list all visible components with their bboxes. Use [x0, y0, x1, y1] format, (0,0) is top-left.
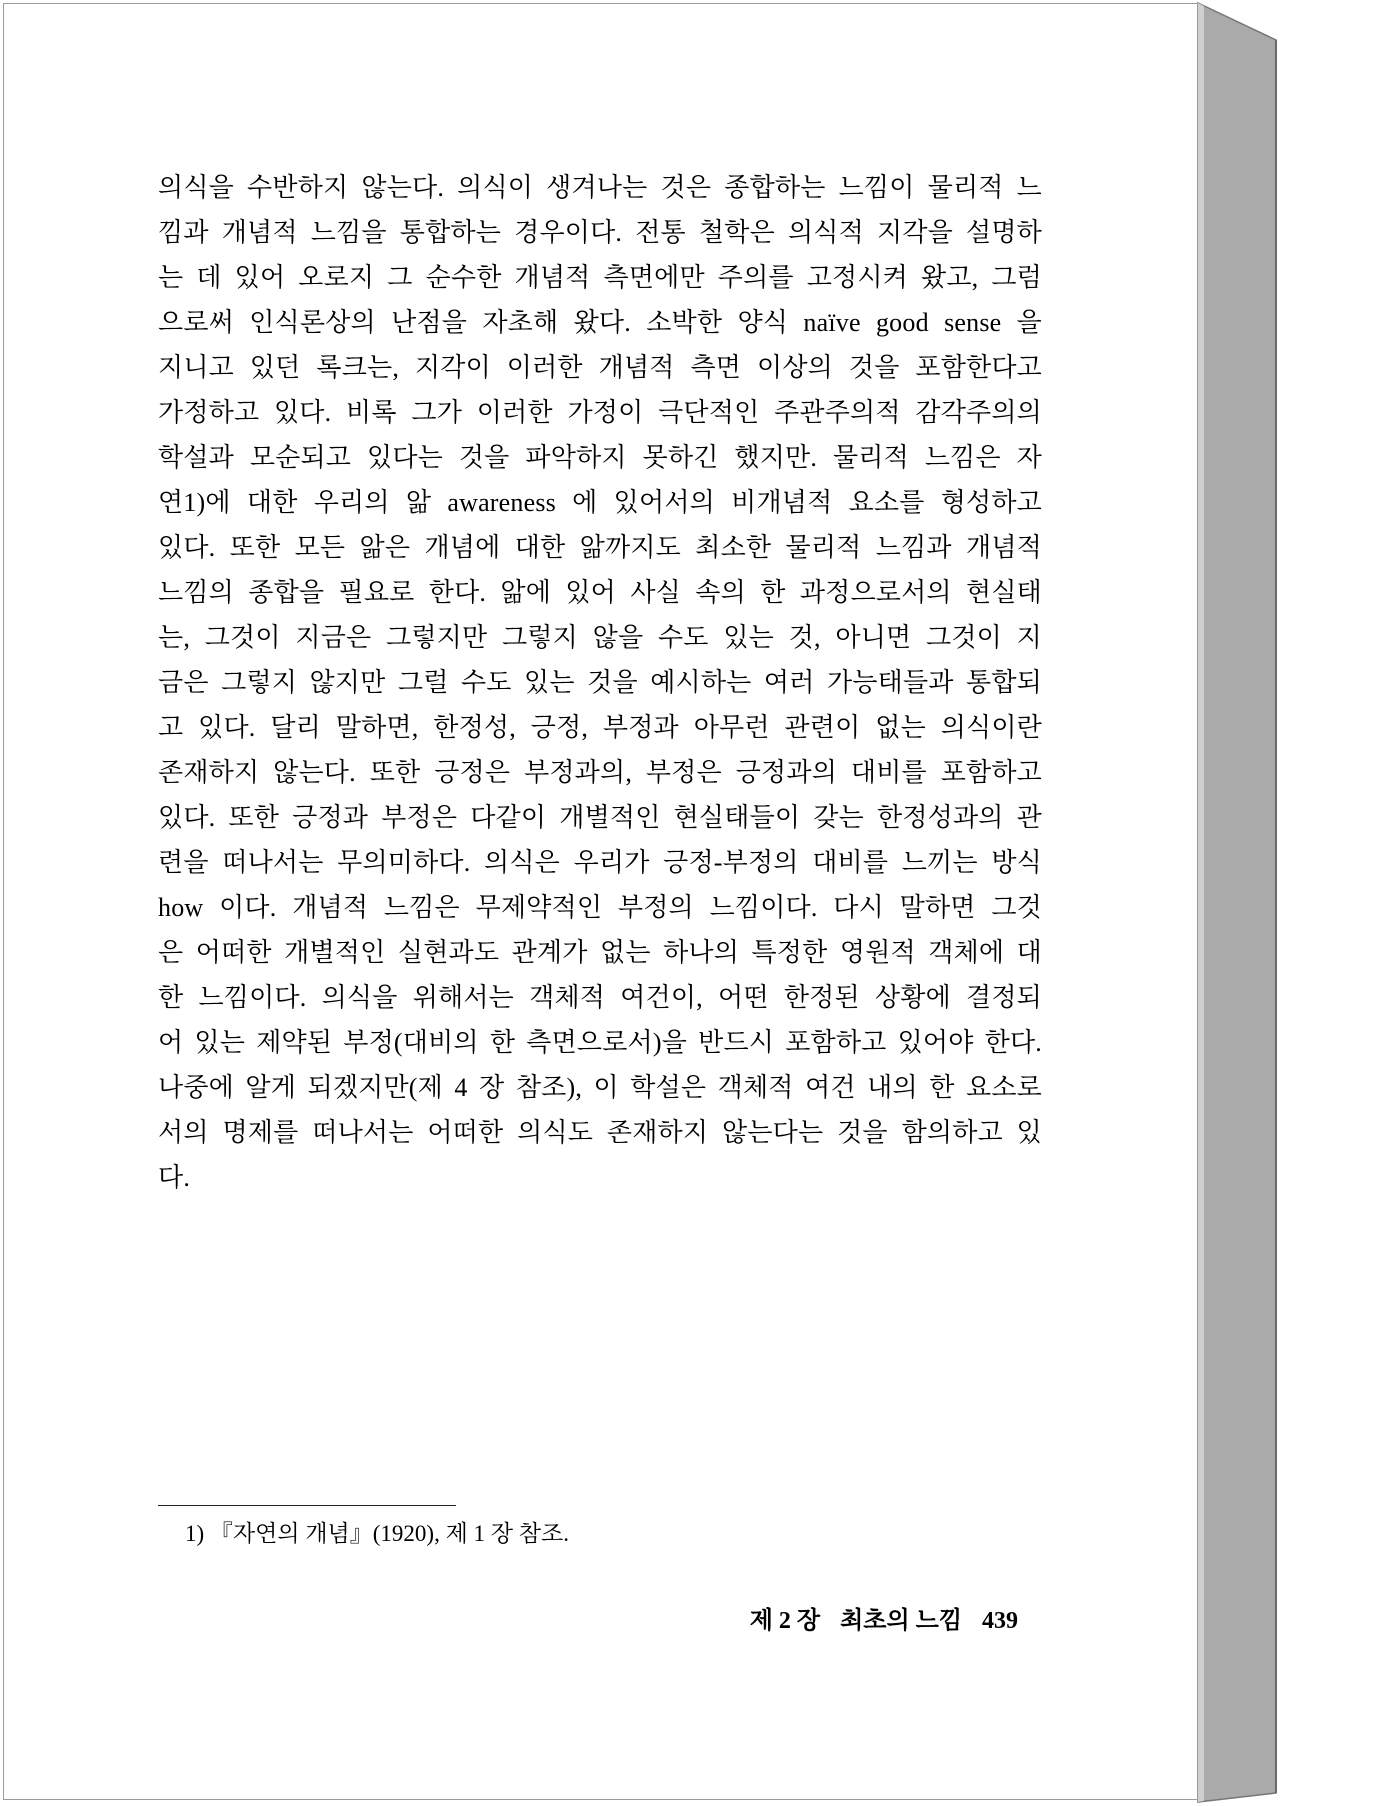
- text-line: 있다. 또한 긍정과 부정은 다같이 개별적인 현실태들이 갖는 한정성과의 관: [158, 803, 1042, 832]
- text-line: 은 어떠한 개별적인 실현과도 관계가 없는 하나의 특정한 영원적 객체에 대: [158, 938, 1042, 967]
- text-line: 의식을 수반하지 않는다. 의식이 생겨나는 것은 종합하는 느낌이 물리적 느: [158, 173, 1042, 202]
- body-text: [158, 165, 1042, 1200]
- text-line: 나중에 알게 되겠지만(제 4 장 참조), 이 학설은 객체적 여건 내의 한 요소로: [158, 1073, 1042, 1102]
- text-line: 낌과 개념적 느낌을 통합하는 경우이다. 전통 철학은 의식적 지각을 설명하: [158, 218, 1042, 247]
- text-line: 는, 그것이 지금은 그렇지만 그렇지 않을 수도 있는 것, 아니면 그것이 지: [158, 623, 1042, 652]
- text-line: how 이다. 개념적 느낌은 무제약적인 부정의 느낌이다. 다시 말하면 그것: [158, 893, 1042, 922]
- text-line: 학설과 모순되고 있다는 것을 파악하지 못하긴 했지만. 물리적 느낌은 자: [158, 443, 1042, 472]
- chapter-title: 최초의 느낌: [840, 1608, 962, 1634]
- text-line: 련을 떠나서는 무의미하다. 의식은 우리가 긍정-부정의 대비를 느끼는 방식: [158, 848, 1042, 877]
- text-line: 어 있는 제약된 부정(대비의 한 측면으로서)을 반드시 포함하고 있어야 한다.: [158, 1028, 1042, 1057]
- text-line: 으로써 인식론상의 난점을 자초해 왔다. 소박한 양식 naïve good sense 을: [158, 308, 1042, 337]
- text-line: 연1)에 대한 우리의 앎 awareness 에 있어서의 비개념적 요소를 형성하고: [158, 488, 1042, 517]
- footnote-divider: [158, 1505, 456, 1506]
- text-line: 고 있다. 달리 말하면, 한정성, 긍정, 부정과 아무런 관련이 없는 의식이란: [158, 713, 1042, 742]
- text-line: 서의 명제를 떠나서는 어떠한 의식도 존재하지 않는다는 것을 함의하고 있: [158, 1118, 1042, 1147]
- text-line: 금은 그렇지 않지만 그럴 수도 있는 것을 예시하는 여러 가능태들과 통합되: [158, 668, 1042, 697]
- text-line: 가정하고 있다. 비록 그가 이러한 가정이 극단적인 주관주의적 감각주의의: [158, 398, 1042, 427]
- text-line: 는 데 있어 오로지 그 순수한 개념적 측면에만 주의를 고정시켜 왔고, 그럼: [158, 263, 1042, 292]
- text-line: 한 느낌이다. 의식을 위해서는 객체적 여건이, 어떤 한정된 상황에 결정되: [158, 983, 1042, 1012]
- running-footer: [698, 1603, 1018, 1639]
- text-line: 존재하지 않는다. 또한 긍정은 부정과의, 부정은 긍정과의 대비를 포함하고: [158, 758, 1042, 787]
- text-line: 느낌의 종합을 필요로 한다. 앎에 있어 사실 속의 한 과정으로서의 현실태: [158, 578, 1042, 607]
- page-number: 439: [982, 1608, 1018, 1634]
- chapter-number: 제 2 장: [749, 1608, 821, 1634]
- text-line: 있다. 또한 모든 앎은 개념에 대한 앎까지도 최소한 물리적 느낌과 개념적: [158, 533, 1042, 562]
- text-line: 지니고 있던 록크는, 지각이 이러한 개념적 측면 이상의 것을 포함한다고: [158, 353, 1042, 382]
- footnote: 1) 『자연의 개념』(1920), 제 1 장 참조.: [185, 1521, 569, 1546]
- text-line: 다.: [158, 1163, 191, 1192]
